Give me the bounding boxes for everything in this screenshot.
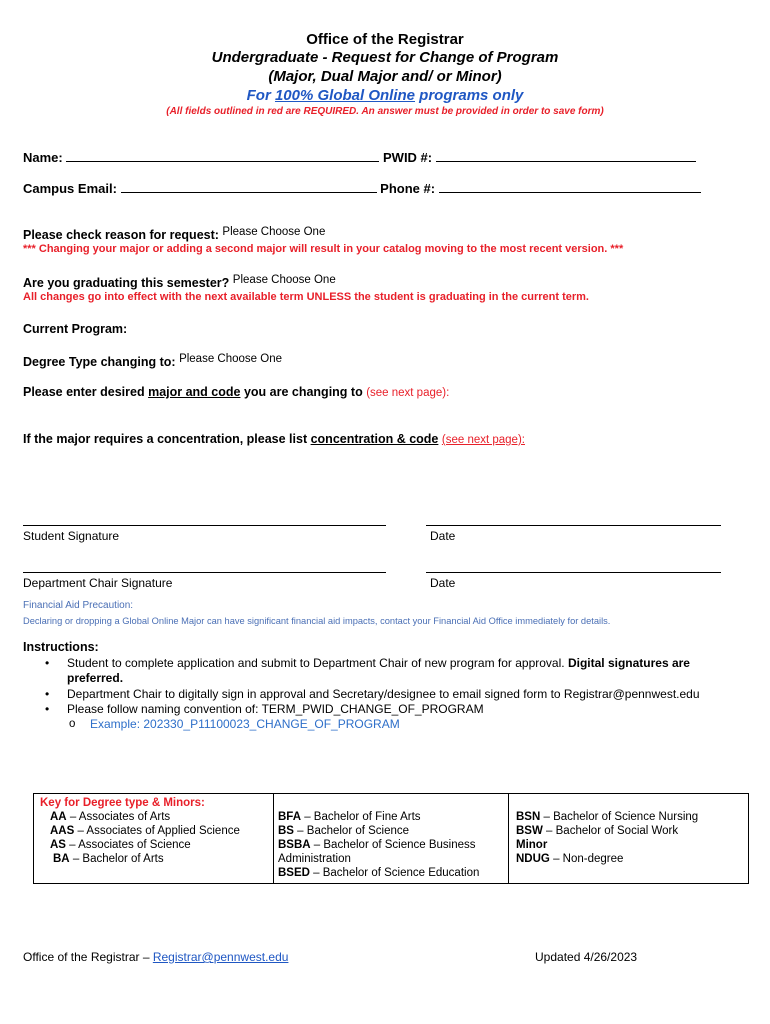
key-desc: – Bachelor of Fine Arts: [301, 811, 421, 823]
key-title: Key for Degree type & Minors:: [40, 797, 205, 809]
date2-label: Date: [430, 576, 456, 590]
degree-type-select[interactable]: Please Choose One: [179, 353, 282, 365]
key-item: [40, 824, 270, 838]
key-desc: – Bachelor of Science Business: [310, 839, 476, 851]
degree-key-table: [33, 793, 749, 884]
date2-line[interactable]: [426, 572, 721, 573]
major-underlined: major and code: [148, 385, 241, 399]
form-subtitle: (Major, Dual Major and/ or Minor): [268, 68, 502, 85]
scope-prefix: For: [246, 87, 275, 104]
key-item: [516, 824, 744, 838]
student-signature-line[interactable]: [23, 525, 386, 526]
key-code: Minor: [516, 839, 548, 851]
key-code: BSBA: [278, 839, 311, 851]
instruction-1-bold-cont: preferred.: [67, 671, 124, 685]
chair-signature-label: Department Chair Signature: [23, 576, 173, 590]
key-desc: – Bachelor of Arts: [69, 853, 164, 865]
office-title: Office of the Registrar: [306, 31, 464, 48]
key-item: [516, 810, 744, 824]
key-code: BSW: [516, 825, 543, 837]
chair-signature-line[interactable]: [23, 572, 386, 573]
name-row: [23, 150, 696, 165]
key-desc: – Associates of Arts: [66, 811, 171, 823]
reason-row: [23, 228, 325, 242]
concentration-prefix: If the major requires a concentration, please list: [23, 432, 311, 446]
key-item: [278, 866, 506, 880]
key-desc: – Non-degree: [549, 853, 624, 865]
scope-highlight: 100% Global Online: [274, 87, 416, 104]
key-item: [278, 852, 506, 866]
pwid-label: PWID #:: [383, 150, 433, 165]
key-item: [40, 838, 270, 852]
key-code: BFA: [278, 811, 301, 823]
key-divider-1: [273, 794, 274, 883]
key-col-1: [40, 796, 270, 885]
financial-aid-text: Declaring or dropping a Global Online Major can have significant financial aid impacts, contact your Financial Aid Office immediately for details.: [23, 616, 611, 626]
footer-updated: Updated 4/26/2023: [535, 950, 638, 964]
current-program-label: Current Program:: [23, 322, 128, 336]
financial-aid-title: Financial Aid Precaution:: [23, 600, 134, 611]
key-code: AA: [50, 811, 67, 823]
key-desc: – Associates of Science: [65, 839, 191, 851]
instruction-1-text: Student to complete application and submit to Department Chair of new program for approval.: [67, 656, 568, 670]
required-note: (All fields outlined in red are REQUIRED. An answer must be provided in order to save form): [166, 106, 604, 117]
concentration-underlined: concentration & code: [310, 432, 439, 446]
key-item: [516, 852, 744, 866]
concentration-see-next: (see next page):: [441, 434, 525, 446]
instruction-3: Please follow naming convention of: TERM_PWID_CHANGE_OF_PROGRAM: [67, 702, 484, 716]
major-row: [23, 385, 449, 399]
instruction-1-bold: Digital signatures are: [567, 656, 690, 670]
catalog-warning: *** Changing your major or adding a second major will result in your catalog moving to the most recent version. ***: [23, 243, 624, 255]
concentration-row: [23, 432, 525, 446]
date1-label: Date: [430, 529, 456, 543]
key-code: BS: [278, 825, 294, 837]
name-input-line[interactable]: [66, 150, 379, 162]
footer-left: [23, 950, 288, 964]
key-item: [278, 810, 506, 824]
bullet-3-icon: •: [45, 702, 50, 716]
email-row: [23, 181, 701, 196]
bullet-1-icon: •: [45, 656, 50, 670]
footer-office: Office of the Registrar –: [23, 950, 153, 964]
pwid-input-line[interactable]: [436, 150, 696, 162]
email-label: Campus Email:: [23, 181, 117, 196]
key-desc: – Bachelor of Science: [293, 825, 410, 837]
key-item: [40, 852, 270, 866]
key-desc: – Bachelor of Science Nursing: [540, 811, 699, 823]
key-desc: – Bachelor of Social Work: [542, 825, 679, 837]
key-code: BA: [53, 853, 70, 865]
major-see-next: (see next page):: [366, 387, 450, 399]
key-item: [278, 824, 506, 838]
graduating-label: Are you graduating this semester?: [23, 276, 230, 290]
key-col-3: [516, 810, 744, 899]
key-desc: – Bachelor of Science Education: [309, 867, 480, 879]
graduating-select[interactable]: Please Choose One: [232, 274, 336, 286]
program-scope: [0, 87, 770, 104]
reason-label: Please check reason for request:: [23, 228, 219, 242]
student-signature-label: Student Signature: [23, 529, 120, 543]
email-input-line[interactable]: [121, 181, 377, 193]
major-suffix: you are changing to: [240, 385, 367, 399]
name-label: Name:: [23, 150, 63, 165]
form-title: Undergraduate - Request for Change of Program: [211, 49, 559, 66]
naming-example: Example: 202330_P11100023_CHANGE_OF_PROGRAM: [90, 717, 400, 731]
key-col-2: [278, 810, 506, 899]
key-code: BSN: [516, 811, 541, 823]
reason-select[interactable]: Please Choose One: [222, 226, 326, 238]
sub-bullet-marker: o: [69, 718, 76, 730]
phone-label: Phone #:: [380, 181, 436, 196]
phone-input-line[interactable]: [439, 181, 701, 193]
key-item: [516, 838, 744, 852]
key-code: AAS: [50, 825, 75, 837]
key-item: [278, 838, 506, 852]
key-code: NDUG: [516, 853, 550, 865]
key-desc: – Associates of Applied Science: [74, 825, 240, 837]
scope-suffix: programs only: [415, 87, 524, 104]
key-code: BSED: [278, 867, 310, 879]
instructions-heading: Instructions:: [23, 640, 99, 654]
term-note: All changes go into effect with the next available term UNLESS the student is graduating in the current term.: [23, 291, 589, 303]
key-code: AS: [50, 839, 66, 851]
key-desc: Administration: [278, 853, 351, 865]
graduating-row: [23, 276, 336, 290]
date1-line[interactable]: [426, 525, 721, 526]
bullet-2-icon: •: [45, 687, 50, 701]
major-prefix: Please enter desired: [23, 385, 149, 399]
key-item: [40, 810, 270, 824]
instruction-1: [67, 656, 690, 670]
degree-type-label: Degree Type changing to:: [23, 355, 176, 369]
degree-type-row: [23, 355, 282, 369]
key-divider-2: [508, 794, 509, 883]
instruction-2: Department Chair to digitally sign in approval and Secretary/designee to email signed form to Registrar@pennwest.edu: [67, 687, 700, 701]
footer-email-link[interactable]: Registrar@pennwest.edu: [152, 950, 289, 964]
